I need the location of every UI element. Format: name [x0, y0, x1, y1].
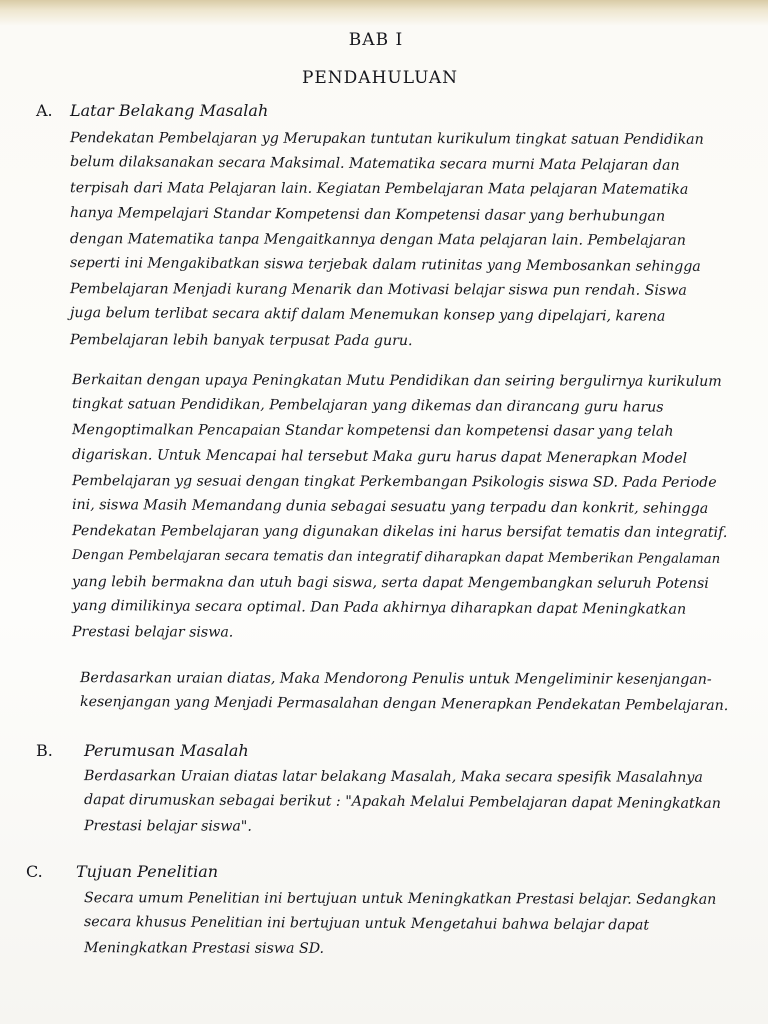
- text-line: Prestasi belajar siswa.: [71, 624, 234, 641]
- text-line: seperti ini Mengakibatkan siswa terjebak dalam rutinitas yang Membosankan sehingga: [69, 254, 701, 275]
- text-line: Berdasarkan Uraian diatas latar belakang Masalah, Maka secara spesifik Masalahnya: [83, 768, 703, 786]
- text-line: juga belum terlibat secara aktif dalam Menemukan konsep yang dipelajari, karena: [69, 305, 666, 325]
- text-line: Dengan Pembelajaran secara tematis dan integratif diharapkan dapat Memberikan Pengalaman: [71, 548, 721, 568]
- section-c-paragraph: [84, 887, 724, 963]
- text-line: secara khusus Penelitian ini bertujuan untuk Mengetahui bahwa belajar dapat: [83, 914, 650, 934]
- text-line: Pembelajaran Menjadi kurang Menarik dan Motivasi belajar siswa pun rendah. Siswa: [69, 281, 687, 299]
- text-line: hanya Mempelajari Standar Kompetensi dan Kompetensi dasar yang berhubungan: [69, 204, 666, 225]
- section-title: Tujuan Penelitian: [76, 862, 219, 881]
- text-line: yang lebih bermakna dan utuh bagi siswa, serta dapat Mengembangkan seluruh Potensi: [71, 573, 709, 592]
- section-marker: A.: [36, 101, 53, 120]
- text-line: terpisah dari Mata Pelajaran lain. Kegiatan Pembelajaran Mata pelajaran Matematika: [69, 180, 689, 199]
- chapter-number: BAB I: [348, 30, 404, 50]
- text-line: Berkaitan dengan upaya Peningkatan Mutu Pendidikan dan seiring bergulirnya kurikulum: [71, 372, 722, 390]
- text-line: Pembelajaran yg sesuai dengan tingkat Perkembangan Psikologis siswa SD. Pada Periode: [71, 472, 717, 491]
- text-line: Berdasarkan uraian diatas, Maka Mendorong Penulis untuk Mengeliminir kesenjangan-: [79, 670, 712, 688]
- section-marker: C.: [26, 862, 43, 881]
- text-line: dapat dirumuskan sebagai berikut : "Apakah Melalui Pembelajaran dapat Meningkatkan: [83, 792, 721, 813]
- section-b-paragraph: [84, 765, 724, 841]
- section-title: Perumusan Masalah: [84, 741, 249, 760]
- section-c-heading: [26, 862, 218, 881]
- text-line: Mengoptimalkan Pencapaian Standar kompetensi dan kompetensi dasar yang telah: [71, 422, 674, 441]
- section-a-heading: [36, 101, 268, 120]
- text-line: digariskan. Untuk Mencapai hal tersebut Maka guru harus dapat Menerapkan Model: [71, 446, 688, 467]
- section-marker: B.: [36, 741, 53, 760]
- text-line: Prestasi belajar siswa".: [83, 818, 252, 835]
- text-line: Pendekatan Pembelajaran yang digunakan dikelas ini harus bersifat tematis dan integratif.: [71, 523, 728, 541]
- text-line: Secara umum Penelitian ini bertujuan untuk Meningkatkan Prestasi belajar. Sedangkan: [83, 890, 717, 908]
- section-title: Latar Belakang Masalah: [70, 101, 269, 120]
- text-line: dengan Matematika tanpa Mengaitkannya dengan Mata pelajaran lain. Pembelajaran: [69, 230, 686, 249]
- text-line: Meningkatkan Prestasi siswa SD.: [83, 940, 325, 958]
- text-line: yang dimilikinya secara optimal. Dan Pada akhirnya diharapkan dapat Meningkatkan: [71, 597, 687, 618]
- text-line: ini, siswa Masih Memandang dunia sebagai sesuatu yang terpadu dan konkrit, sehingga: [71, 496, 709, 517]
- section-b-heading: [36, 741, 249, 760]
- text-line: Pembelajaran lebih banyak terpusat Pada guru.: [69, 331, 413, 349]
- section-a-paragraph-1: [70, 127, 710, 354]
- chapter-title: PENDAHULUAN: [301, 68, 459, 88]
- section-a-paragraph-2: [72, 369, 732, 646]
- text-line: belum dilaksanakan secara Maksimal. Matematika secara murni Mata Pelajaran dan: [69, 154, 680, 174]
- text-line: kesenjangan yang Menjadi Permasalahan dengan Menerapkan Pendekatan Pembelajaran.: [79, 694, 729, 715]
- text-line: tingkat satuan Pendidikan, Pembelajaran yang dikemas dan dirancang guru harus: [71, 396, 664, 416]
- text-line: Pendekatan Pembelajaran yg Merupakan tuntutan kurikulum tingkat satuan Pendidikan: [69, 130, 704, 148]
- section-a-paragraph-3: [80, 667, 730, 717]
